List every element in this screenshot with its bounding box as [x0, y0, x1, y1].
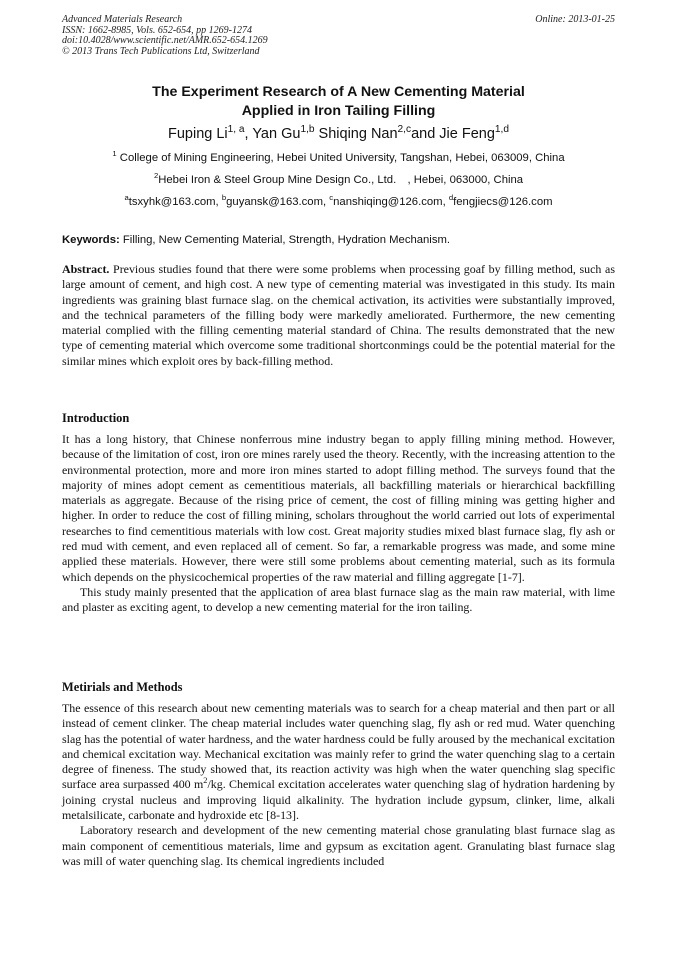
methods-paragraph-2: Laboratory research and development of the new cementing material chose granulating blast furnace slag as main component of cementitious materials, lime and gypsum as excitation agent. Granulating blast furnace slag was mill of water quenching slag. Its chemical ingredients included [62, 823, 615, 868]
methods-sup: 2 [203, 776, 208, 786]
paper-title [62, 83, 615, 121]
doi-line: doi:10.4028/www.scientific.net/AMR.652-654.1269 [62, 35, 268, 47]
methods-heading: Metirials and Methods [62, 680, 183, 694]
methods-text-a: The essence of this research about new cementing materials was to search for a cheap material and then part or all instead of cement clinker. The cheap material includes water quenching slag, fly ash or red mud. Water quenching slag has the potential of water hardness, and the water hardness could be fully aroused by the mechanical excitation and chemical excitation way. Mechanical excitation was mainly refer to grind the water quenching slag to a certain degree of fineness. The study showed that, its reaction activity was high when the water quenching slag specific surface area surpassed 400 m [62, 701, 615, 792]
keywords-text: Filling, New Cementing Material, Strength, Hydration Mechanism. [119, 234, 451, 246]
copyright-line: © 2013 Trans Tech Publications Ltd, Switzerland [62, 45, 260, 57]
author-name: Shiqing Nan [318, 126, 398, 142]
email-sup: b [221, 193, 227, 203]
email-sup: c [329, 193, 334, 203]
affiliation-text: Hebei Iron & Steel Group Mine Design Co., Ltd. , Hebei, 063000, China [158, 174, 524, 186]
email-text: fengjiecs@126.com [453, 196, 553, 208]
email-sup: a [124, 193, 129, 203]
author-sup: 1, a [227, 124, 245, 136]
intro-heading: Introduction [62, 411, 130, 425]
journal-header [62, 15, 615, 57]
email-sup: d [448, 193, 454, 203]
author-sup: 1,b [300, 124, 315, 136]
email-text: nanshiqing@126.com, [333, 196, 449, 208]
affiliation-sup: 1 [112, 149, 117, 159]
online-date: Online: 2013-01-25 [535, 14, 615, 25]
intro-paragraph-2: This study mainly presented that the application of area blast furnace slag as the main raw material, with lime and plaster as exciting agent, to develop a new cementing material for the iron tailing. [62, 584, 615, 615]
email-text: guyansk@163.com, [226, 196, 330, 208]
title-line-1: The Experiment Research of A New Cementing Material [152, 84, 525, 100]
author-name: Jie Feng [439, 126, 495, 142]
methods-text-b: /kg. Chemical excitation accelerates water quenching slag of hydration hardening by joining crystal nucleus and improving liquid alkalinity. The hydration include gypsum, clinker, lime, alkali metalsilicate, carbonate and hydroxide etc [8-13]. [62, 777, 615, 823]
intro-body [62, 432, 615, 616]
intro-paragraph-1: It has a long history, that Chinese nonferrous mine industry began to apply filling mining method. However, because of the limitation of cost, iron ore mines rarely used the theory. Recently, with the increasing attention to the environmental protection, more and more iron mines started to adopt filling method. The surveys found that the majority of mines adopt cement as cementitious materials, all backfilling materials or hierarchical backfilling materials as aggregate. Because of the rising price of cement, the cost of filling mining was getting higher and higher. In order to reduce the cost of filling mining, scholars throughout the world carried out lots of experimental researches to find cementitious materials with low cost. Great majority studies mixed blast furnace slag, fly ash or red mud with cement, and even replaced all of cement. So far, a remarkable progress was made, and some mine applied these materials. However, there were still some problems about cementing material, such as its formula which depends on the physicochemical properties of the raw material and filling aggregate [1-7]. [62, 432, 615, 584]
author-emails [62, 195, 615, 209]
abstract [62, 262, 615, 369]
email-text: tsxyhk@163.com, [128, 196, 222, 208]
author-sup: 2,c [397, 124, 412, 136]
author-name: Fuping Li [167, 126, 228, 142]
affiliation-text: College of Mining Engineering, Hebei United University, Tangshan, Hebei, 063009, China [119, 152, 565, 164]
keywords-label: Keywords: [62, 234, 120, 246]
affiliation-2 [62, 173, 615, 187]
issn-line: ISSN: 1662-8985, Vols. 652-654, pp 1269-1274 [62, 24, 252, 36]
journal-name: Advanced Materials Research [62, 14, 183, 25]
affiliation-1 [62, 151, 615, 165]
keywords [62, 233, 615, 247]
abstract-text: Previous studies found that there were some problems when processing goaf by filling method, such as large amount of cement, and high cost. A new type of cementing material was investigated in this study. Its main ingredients was graining blast furnace slag. on the chemical activation, its activities were substantially improved, and the technical parameters of the filling body were markedly ameliorated. Furthermore, the new cementing material complied with the filling cementing material standard of China. The results demonstrated that the new type of cementing material which overcome some traditional shortconmings could be the potential material for the similar mines which exploit ores by back-filling method. [62, 262, 615, 368]
methods-paragraph-1 [62, 701, 615, 823]
affiliation-sup: 2 [153, 171, 159, 181]
author-name: Yan Gu [252, 126, 301, 142]
author-list: Fuping Li$^{1, a}$, Yan Gu$^{1,b}$ Shiqing Nan$^{2,c}$and Jie Feng$^{1,d}$ [167, 124, 509, 142]
abstract-label: Abstract. [62, 262, 110, 276]
methods-body [62, 701, 615, 869]
title-line-2: Applied in Iron Tailing Filling [241, 103, 436, 119]
author-sup: 1,d [494, 124, 509, 136]
